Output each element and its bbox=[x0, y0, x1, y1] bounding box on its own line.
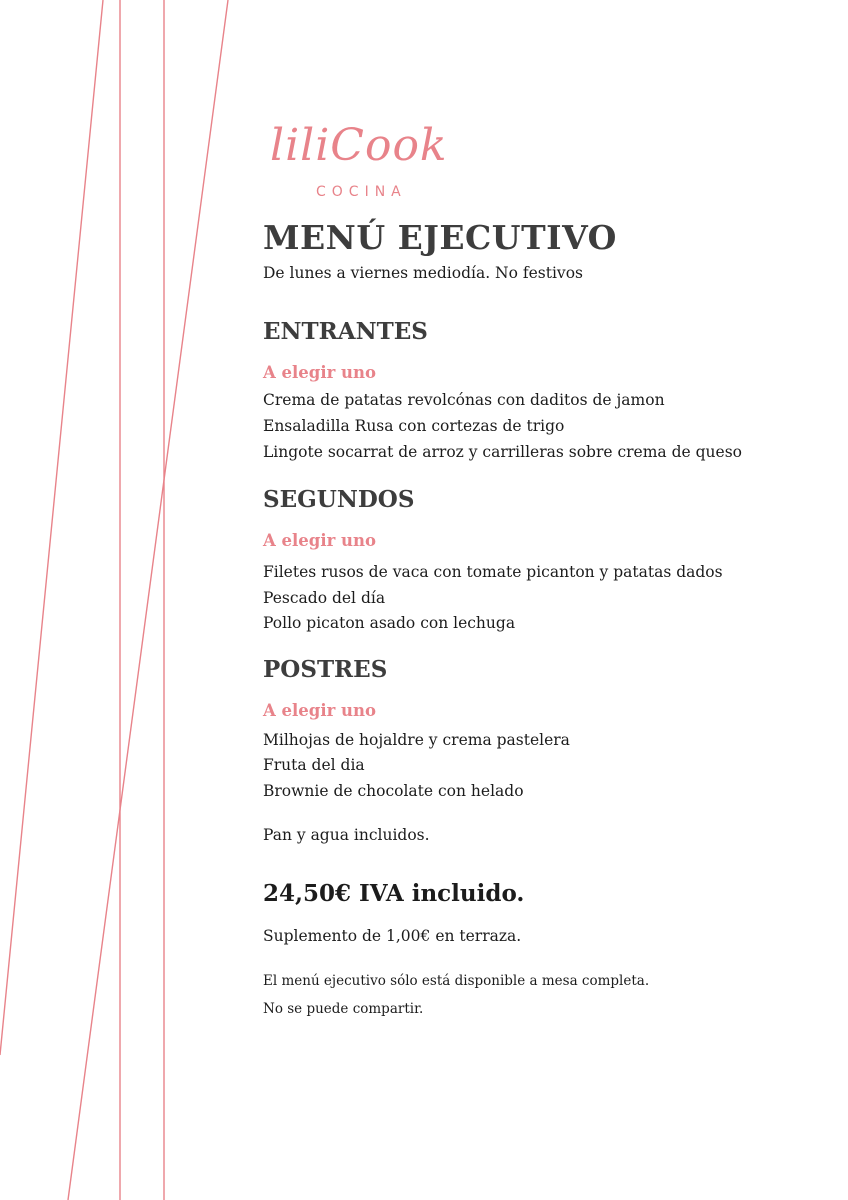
menu-item: Brownie de chocolate con helado bbox=[263, 782, 524, 800]
choose-one-label: A elegir uno bbox=[263, 363, 377, 382]
menu-item: Milhojas de hojaldre y crema pastelera bbox=[263, 731, 570, 749]
menu-item: Pescado del día bbox=[263, 589, 386, 607]
logo-script: liliCook bbox=[270, 120, 448, 171]
choose-one-label: A elegir uno bbox=[263, 531, 377, 550]
menu-subtitle: De lunes a viernes mediodía. No festivos bbox=[263, 264, 583, 282]
section-title-postres: POSTRES bbox=[263, 656, 388, 683]
lilicook-logo bbox=[270, 118, 460, 204]
menu-title: MENÚ EJECUTIVO bbox=[263, 218, 617, 257]
included-note: Pan y agua incluidos. bbox=[263, 826, 430, 844]
menu-item: Crema de patatas revolcónas con daditos de jamon bbox=[263, 391, 665, 409]
menu-item: Ensaladilla Rusa con cortezas de trigo bbox=[263, 417, 565, 435]
terrace-supplement: Suplemento de 1,00€ en terraza. bbox=[263, 927, 522, 945]
menu-item: Lingote socarrat de arroz y carrilleras sobre crema de queso bbox=[263, 443, 742, 461]
menu-item: Pollo picaton asado con lechuga bbox=[263, 614, 516, 632]
section-title-segundos: SEGUNDOS bbox=[263, 486, 415, 513]
menu-item: Fruta del dia bbox=[263, 756, 365, 774]
availability-note: El menú ejecutivo sólo está disponible a mesa completa. bbox=[263, 973, 650, 989]
menu-price: 24,50€ IVA incluido. bbox=[263, 880, 525, 907]
sharing-note: No se puede compartir. bbox=[263, 1001, 424, 1017]
menu-item: Filetes rusos de vaca con tomate picanton y patatas dados bbox=[263, 563, 723, 581]
section-title-entrantes: ENTRANTES bbox=[263, 318, 428, 345]
logo-subtitle: COCINA bbox=[316, 184, 407, 200]
choose-one-label: A elegir uno bbox=[263, 701, 377, 720]
